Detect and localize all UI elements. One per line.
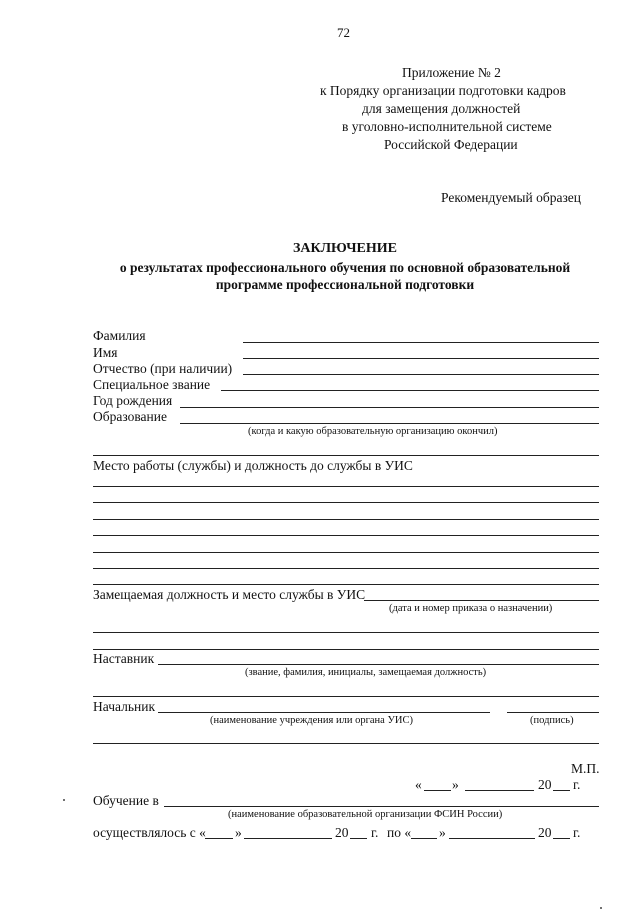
workplace-line-2 [93,502,599,503]
date-open-quote: « [415,777,422,792]
sample-label: Рекомендуемый образец [441,190,582,205]
workplace-line-7 [93,584,599,585]
workplace-line-4 [93,535,599,536]
period-to-year-prefix: 20 [538,825,552,840]
birth-year-line [180,407,599,408]
document-subtitle-line-1: о результатах профессионального обучения по основной образовательной [119,260,571,275]
position-line-3 [93,649,599,650]
training-line [164,806,599,807]
institution-hint: (наименование учреждения или органа УИС) [210,715,413,726]
signature-line [507,712,599,713]
rank-line [221,390,599,391]
chief-line [158,712,490,713]
training-hint: (наименование образовательной организации ФСИН России) [228,809,503,820]
document-title: ЗАКЛЮЧЕНИЕ [292,241,398,256]
date-month-line [465,790,534,791]
period-to-day-line [411,838,437,839]
position-line-2 [93,632,599,633]
label-name: Имя [93,345,118,360]
label-position: Замещаемая должность и место службы в УИС [93,587,366,602]
label-training: Обучение в [93,793,159,808]
period-from-close-quote: » [235,825,242,840]
workplace-line-5 [93,552,599,553]
period-from-year-prefix: 20 [335,825,349,840]
period-to-close-quote: » [439,825,446,840]
name-line [243,358,599,359]
workplace-line-1 [93,486,599,487]
education-line-2 [93,455,599,456]
period-to-year-suffix: г. [573,825,581,840]
appendix-line-2: к Порядку организации подготовки кадров [320,83,566,98]
label-rank: Специальное звание [93,377,211,392]
date-close-quote: » [452,777,459,792]
label-period-from: осуществлялось с « [93,825,206,840]
period-to-year-line [553,838,570,839]
date-year-line [553,790,570,791]
period-from-year-suffix: г. [371,825,379,840]
mentor-line [158,664,599,665]
appendix-line-3: для замещения должностей [362,101,521,116]
label-patronymic: Отчество (при наличии) [93,361,233,376]
label-chief: Начальник [93,699,156,714]
scan-speck [63,799,65,801]
period-from-month-line [244,838,332,839]
chief-line-2 [93,743,599,744]
label-mentor: Наставник [93,651,155,666]
surname-line [243,342,599,343]
education-hint: (когда и какую образовательную организацию окончил) [248,426,498,437]
order-hint: (дата и номер приказа о назначении) [389,603,553,614]
label-birth-year: Год рождения [93,393,173,408]
workplace-line-6 [93,568,599,569]
label-education: Образование [93,409,167,424]
date-year-prefix: 20 [538,777,552,792]
page-number: 72 [337,25,350,40]
appendix-line-4: в уголовно-исполнительной системе [342,119,552,134]
label-period-to: по « [387,825,412,840]
date-year-suffix: г. [573,777,581,792]
workplace-line-3 [93,519,599,520]
scan-speck [600,907,602,909]
document-subtitle-line-2: программе профессиональной подготовки [215,277,475,292]
education-line [180,423,599,424]
period-from-year-line [350,838,367,839]
patronymic-line [243,374,599,375]
appendix-line-1: Приложение № 2 [402,65,501,80]
appendix-line-5: Российской Федерации [384,137,518,152]
date-day-line [424,790,451,791]
stamp-label: М.П. [571,761,600,776]
period-to-month-line [449,838,535,839]
mentor-line-2 [93,696,599,697]
period-from-day-line [205,838,233,839]
label-workplace: Место работы (службы) и должность до службы в УИС [93,458,413,473]
label-surname: Фамилия [93,328,146,343]
position-line [364,600,599,601]
signature-hint: (подпись) [530,715,574,726]
mentor-hint: (звание, фамилия, инициалы, замещаемая должность) [245,667,487,678]
